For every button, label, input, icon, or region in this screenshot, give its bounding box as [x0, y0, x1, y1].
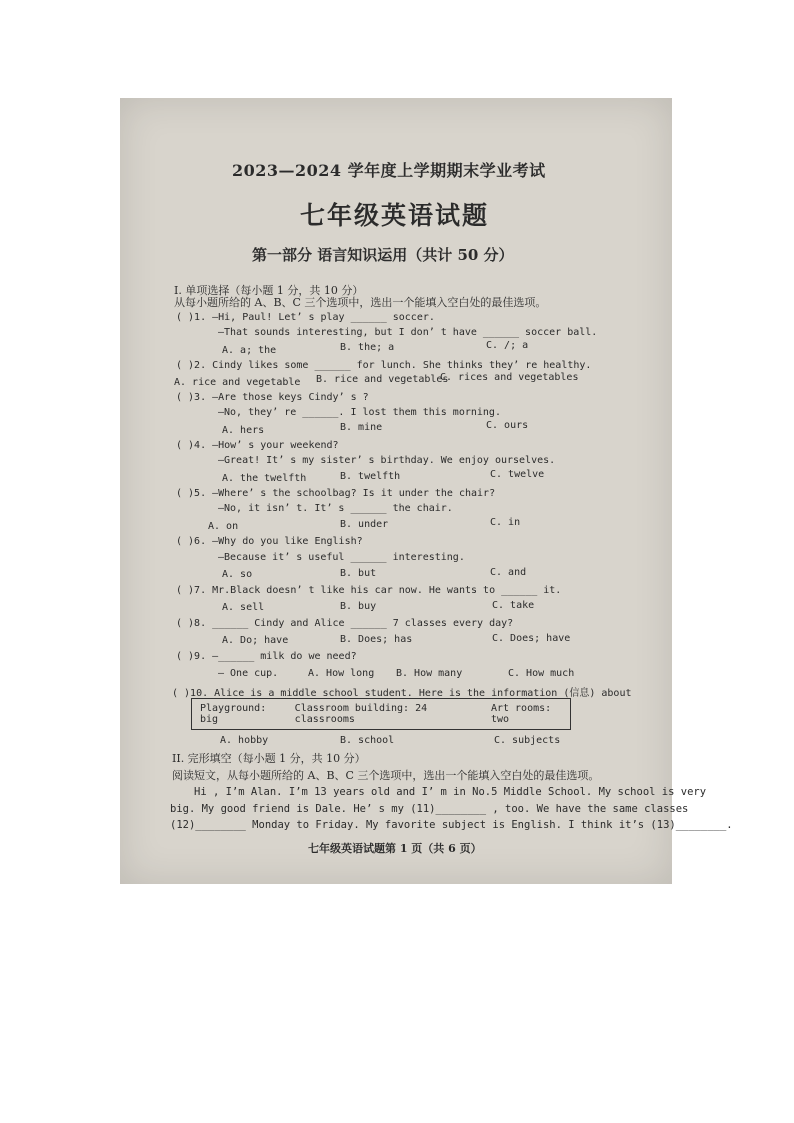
question-1-stem2: —That sounds interesting, but I don’ t have ______ soccer ball.	[218, 327, 598, 338]
question-5-stem2: —No, it isn’ t. It’ s ______ the chair.	[218, 503, 453, 514]
exam-paper	[120, 98, 733, 884]
question-4-option-a: A. the twelfth	[222, 473, 307, 484]
question-5-option-b: B. under	[340, 519, 389, 530]
information-box	[191, 698, 571, 730]
question-6-option-a: A. so	[222, 569, 253, 580]
passage-line-2: big. My good friend is Dale. He’ s my (11)________ , too. We have the same classes	[170, 803, 689, 815]
question-2-stem: ( )2. Cindy likes some ______ for lunch. She thinks they’ re healthy.	[176, 360, 592, 371]
question-9-stem2: — One cup.	[218, 668, 279, 679]
question-3-option-c: C. ours	[486, 420, 529, 431]
question-2-option-c: C. rices and vegetables	[440, 372, 579, 383]
info-classroom-building: Classroom building: 24 classrooms	[294, 703, 428, 725]
question-6-option-c: C. and	[490, 567, 527, 578]
question-10-option-a: A. hobby	[220, 735, 269, 746]
info-playground: Playground: big	[200, 703, 267, 725]
question-9-option-b: B. How many	[396, 668, 463, 679]
question-4-stem: ( )4. —How’ s your weekend?	[176, 440, 339, 451]
question-7-option-b: B. buy	[340, 601, 377, 612]
question-7-option-a: A. sell	[222, 602, 265, 613]
question-9-option-a: A. How long	[308, 668, 375, 679]
question-1-option-a: A. a; the	[222, 345, 277, 356]
question-1-option-b: B. the; a	[340, 342, 395, 353]
question-2-option-b: B. rice and vegetables	[316, 374, 449, 385]
part-heading: 第一部分 语言知识运用（共计 50 分）	[252, 246, 514, 264]
question-5-option-c: C. in	[490, 517, 521, 528]
question-10-option-b: B. school	[340, 735, 395, 746]
question-10-stem: ( )10. Alice is a middle school student. Here is the information (信息) about	[172, 688, 632, 699]
exam-title-main: 七年级英语试题	[300, 201, 490, 230]
question-2-option-a: A. rice and vegetable	[174, 377, 301, 388]
question-1-stem: ( )1. —Hi, Paul! Let’ s play ______ soccer.	[176, 312, 435, 323]
question-9-stem: ( )9. —______ milk do we need?	[176, 651, 357, 662]
question-3-stem2: —No, they’ re ______. I lost them this morning.	[218, 407, 501, 418]
question-7-option-c: C. take	[492, 600, 535, 611]
question-5-stem: ( )5. —Where’ s the schoolbag? Is it under the chair?	[176, 488, 496, 499]
question-4-stem2: —Great! It’ s my sister’ s birthday. We enjoy ourselves.	[218, 455, 556, 466]
question-6-stem: ( )6. —Why do you like English?	[176, 536, 363, 547]
question-6-stem2: —Because it’ s useful ______ interesting.	[218, 552, 465, 563]
question-3-option-a: A. hers	[222, 425, 265, 436]
passage-line-3: (12)________ Monday to Friday. My favorite subject is English. I think it’s (13)________.	[170, 819, 733, 831]
page-footer: 七年级英语试题第 1 页（共 6 页）	[308, 842, 482, 855]
passage-line-1: Hi , I’m Alan. I’m 13 years old and I’ m in No.5 Middle School. My school is very	[194, 786, 707, 798]
section1-heading: I. 单项选择（每小题 1 分，共 10 分）	[174, 284, 364, 297]
question-4-option-c: C. twelve	[490, 469, 545, 480]
question-4-option-b: B. twelfth	[340, 471, 401, 482]
exam-title-line1: 2023—2024 学年度上学期期末学业考试	[232, 161, 546, 180]
question-9-option-c: C. How much	[508, 668, 575, 679]
section2-instruction: 阅读短文，从每小题所给的 A、B、C 三个选项中，选出一个能填入空白处的最佳选项。	[172, 769, 600, 782]
question-6-option-b: B. but	[340, 568, 377, 579]
question-8-stem: ( )8. ______ Cindy and Alice ______ 7 classes every day?	[176, 618, 514, 629]
section2-heading: II. 完形填空（每小题 1 分，共 10 分）	[172, 752, 366, 765]
question-8-option-a: A. Do; have	[222, 635, 289, 646]
question-5-option-a: A. on	[208, 521, 239, 532]
question-1-option-c: C. /; a	[486, 340, 529, 351]
question-8-option-b: B. Does; has	[340, 634, 413, 645]
question-3-stem: ( )3. —Are those keys Cindy’ s ?	[176, 392, 369, 403]
info-art-rooms: Art rooms: two	[490, 703, 552, 725]
question-10-option-c: C. subjects	[494, 735, 561, 746]
question-7-stem: ( )7. Mr.Black doesn’ t like his car now. He wants to ______ it.	[176, 585, 562, 596]
section1-instruction: 从每小题所给的 A、B、C 三个选项中，选出一个能填入空白处的最佳选项。	[174, 296, 547, 309]
question-3-option-b: B. mine	[340, 422, 383, 433]
question-8-option-c: C. Does; have	[492, 633, 571, 644]
